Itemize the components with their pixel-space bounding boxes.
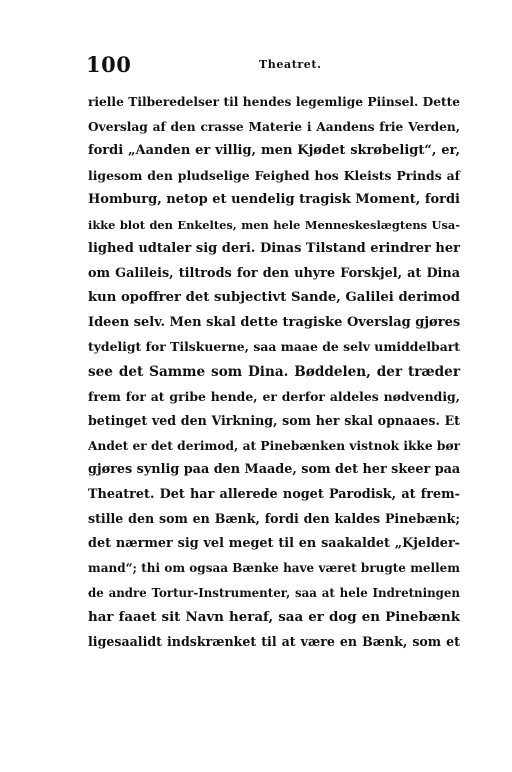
text-line: Ideen selv. Men skal dette tragiske Overslag gjøres	[88, 314, 461, 330]
body-text	[88, 90, 460, 655]
text-line: tydeligt for Tilskuerne, saa maae de selv umiddelbart	[88, 339, 460, 355]
page-header	[86, 52, 456, 76]
running-head: Theatret.	[259, 58, 322, 71]
text-line: mand“; thi om ogsaa Bænke have været brugte mellem	[88, 561, 460, 576]
text-line: det nærmer sig vel meget til en saakaldet „Kjelder-	[88, 535, 460, 551]
text-line: see det Samme som Dina. Bøddelen, der træder	[88, 364, 460, 381]
text-line: Homburg, netop et uendelig tragisk Moment, fordi	[88, 192, 460, 208]
text-line: kun opoffrer det subjectivt Sande, Galilei derimod	[88, 290, 460, 306]
text-line: betinget ved den Virkning, som her skal opnaaes. Et	[88, 413, 460, 429]
text-line: Overslag af den crasse Materie i Aandens frie Verden,	[88, 119, 460, 134]
text-line: frem for at gribe hende, er derfor aldeles nødvendig,	[88, 388, 460, 404]
text-line: stille den som en Bænk, fordi den kaldes Pinebænk;	[88, 511, 460, 527]
text-line: har faaet sit Navn heraf, saa er dog en Pinebænk	[88, 609, 460, 626]
text-line: ligesom den pludselige Feighed hos Kleists Prinds af	[88, 167, 460, 183]
text-line: gjøres synlig paa den Maade, som det her skeer paa	[88, 462, 461, 478]
text-line: de andre Tortur-Instrumenter, saa at hele Indretningen	[88, 585, 460, 600]
text-line: fordi „Aanden er villig, men Kjødet skrøbeligt“, er,	[88, 143, 460, 159]
text-line: lighed udtaler sig deri. Dinas Tilstand erindrer her	[88, 241, 460, 257]
text-line: ligesaalidt indskrænket til at være en Bænk, som et	[88, 634, 460, 650]
text-line: Theatret. Det har allerede noget Parodisk, at frem-	[88, 486, 460, 502]
text-line: ikke blot den Enkeltes, men hele Menneskeslægtens Usa-	[88, 217, 460, 232]
text-line: rielle Tilberedelser til hendes legemlige Piinsel. Dette	[88, 95, 460, 109]
text-line: om Galileis, tiltrods for den uhyre Forskjel, at Dina	[88, 265, 460, 281]
text-line: Andet er det derimod, at Pinebænken vistnok ikke bør	[88, 438, 460, 453]
page-number: 100	[86, 52, 132, 77]
